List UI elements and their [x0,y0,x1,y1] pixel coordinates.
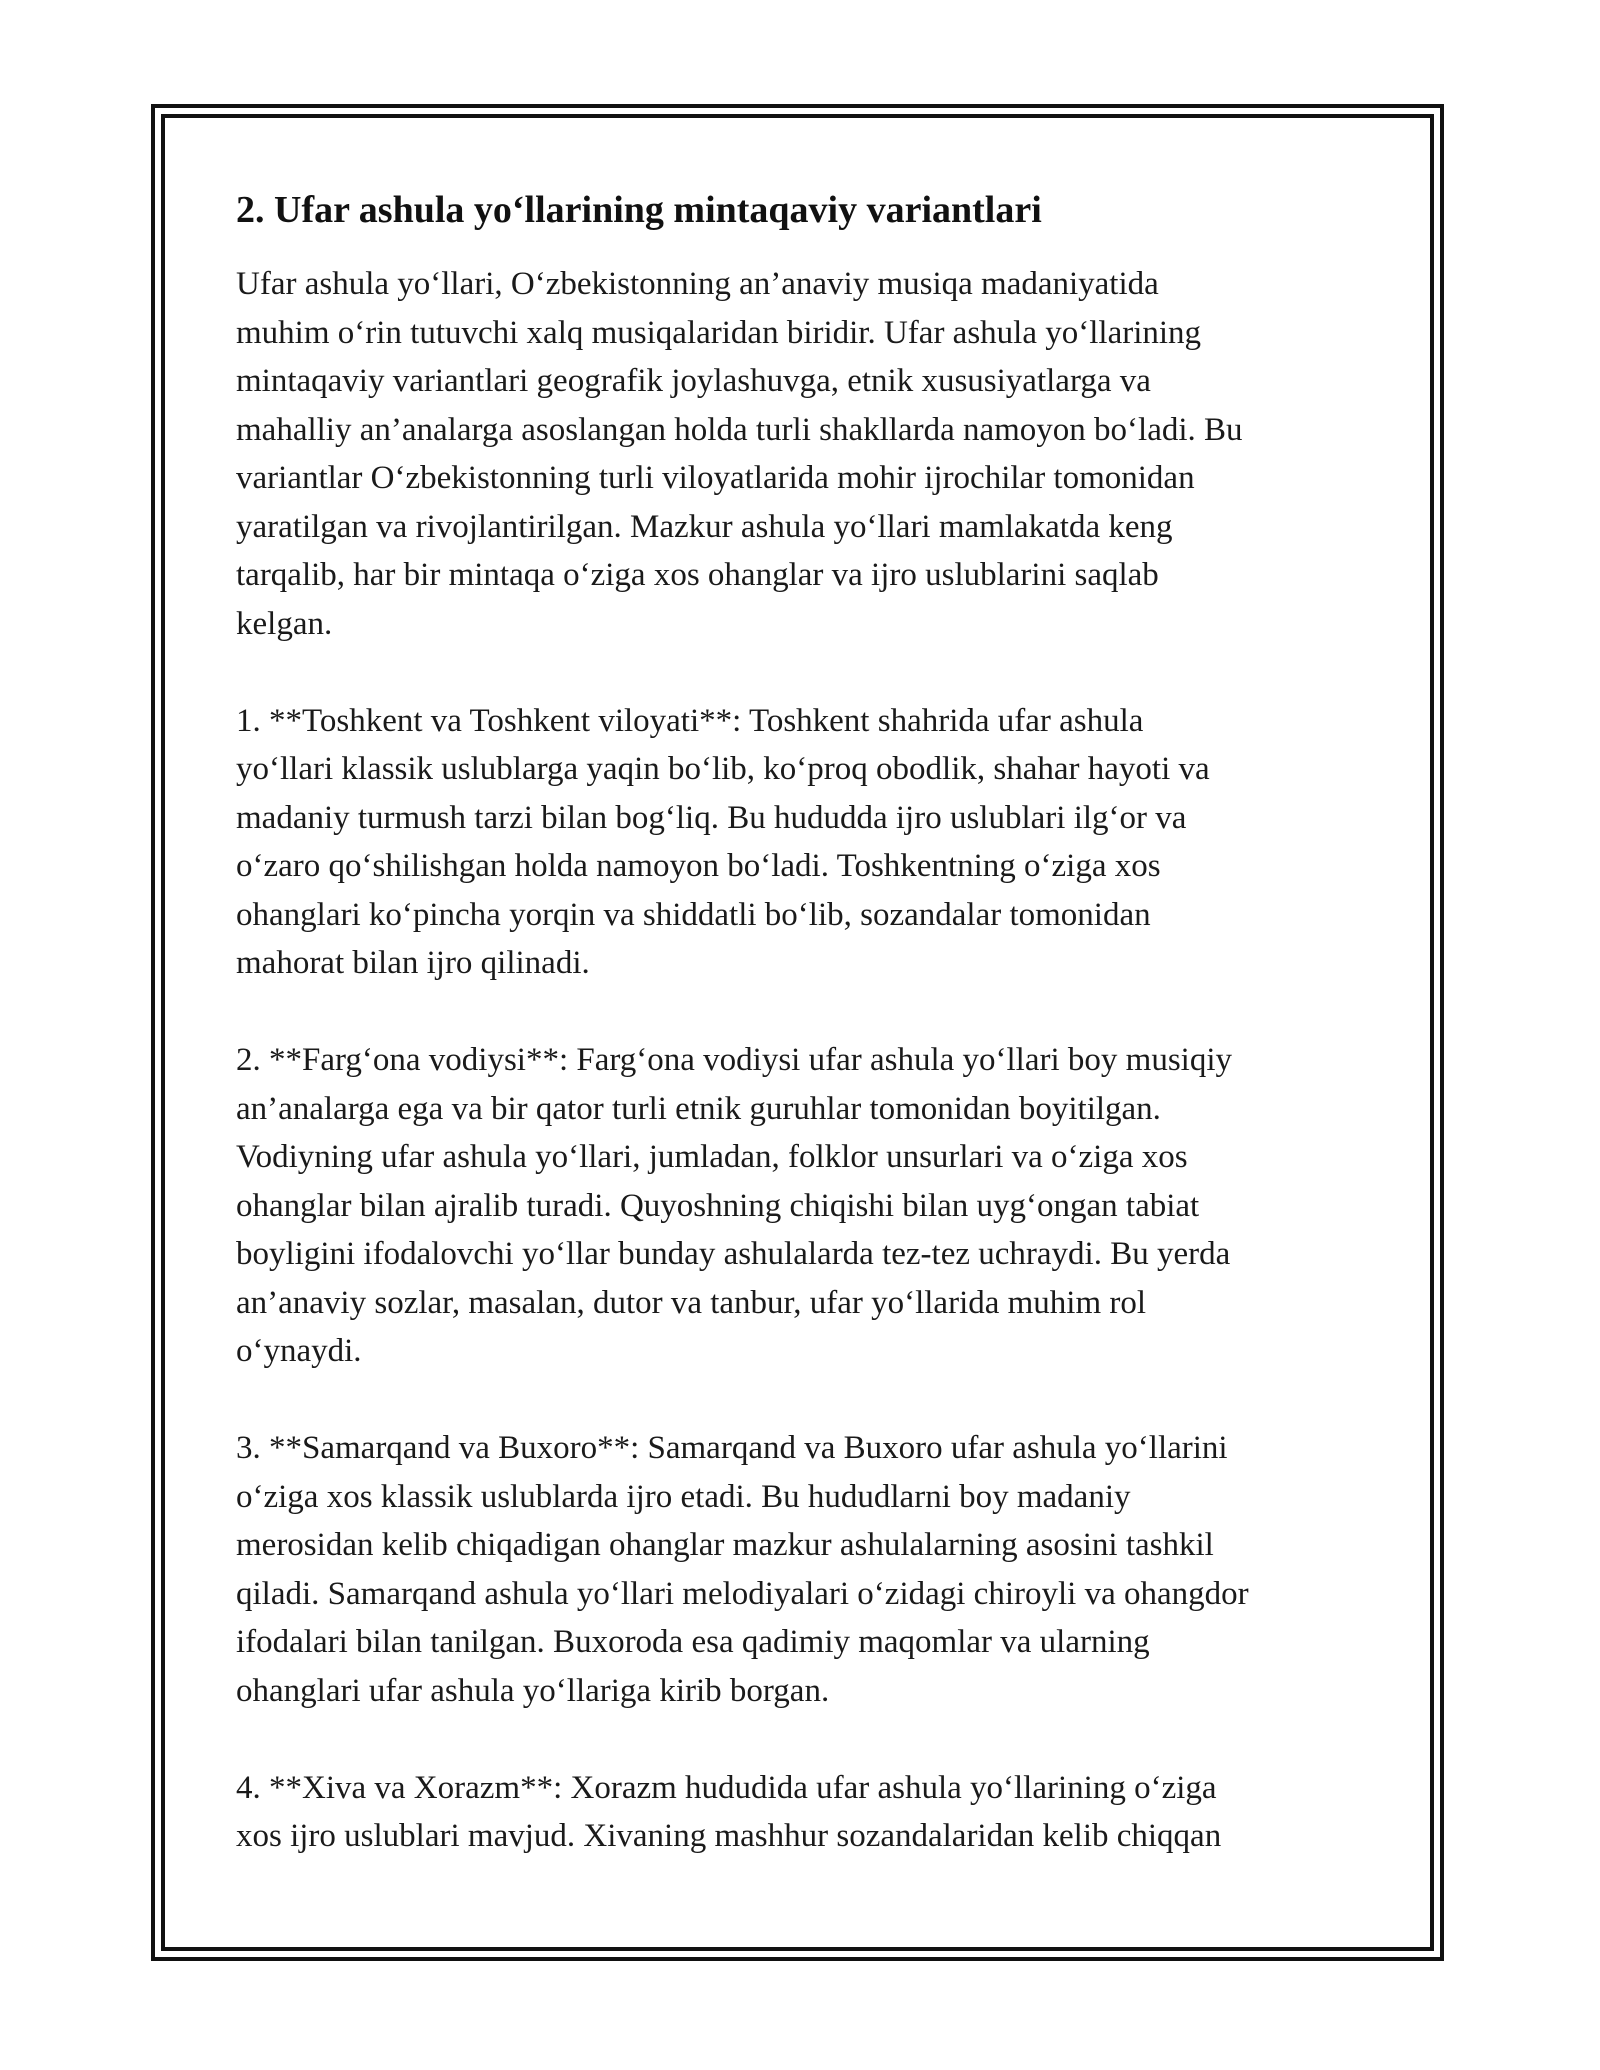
paragraph-line: muhim o‘rin tutuvchi xalq musiqalaridan biridir. Ufar ashula yo‘llarining [236,314,1202,351]
paragraph-fargona [236,1036,1366,1376]
paragraph-line: kelgan. [236,605,333,642]
paragraph-line: merosidan kelib chiqadigan ohanglar mazkur ashulalarning asosini tashkil [236,1527,1214,1563]
paragraph-line: o‘zaro qo‘shilishgan holda namoyon bo‘ladi. Toshkentning o‘ziga xos [236,848,1161,884]
paragraph-line: yo‘llari klassik uslublarga yaqin bo‘lib, ko‘proq obodlik, shahar hayoti va [236,751,1210,787]
paragraph-line: 2. **Farg‘ona vodiysi**: Farg‘ona vodiysi ufar ashula yo‘llari boy musiqiy [236,1042,1232,1078]
paragraph-intro [236,260,1366,648]
paragraph-line: yaratilgan va rivojlantirilgan. Mazkur ashula yo‘llari mamlakatda keng [236,508,1173,545]
paragraph-line: mahalliy an’analarga asoslangan holda turli shakllarda namoyon bo‘ladi. Bu [236,411,1243,448]
paragraph-line: 3. **Samarqand va Buxoro**: Samarqand va Buxoro ufar ashula yo‘llarini [236,1430,1228,1466]
paragraph-line: o‘ziga xos klassik uslublarda ijro etadi. Bu hududlarni boy madaniy [236,1478,1131,1515]
paragraph-line: Vodiyning ufar ashula yo‘llari, jumladan, folklor unsurlari va o‘ziga xos [236,1139,1188,1175]
paragraph-line: o‘ynaydi. [236,1333,362,1369]
paragraph-line: 4. **Xiva va Xorazm**: Xorazm hududida ufar ashula yo‘llarining o‘ziga [236,1769,1217,1806]
paragraph-line: madaniy turmush tarzi bilan bog‘liq. Bu hududda ijro uslublari ilg‘or va [236,799,1187,836]
paragraph-line: tarqalib, har bir mintaqa o‘ziga xos ohanglar va ijro uslublarini saqlab [236,557,1159,593]
paragraph-line: mintaqaviy variantlari geografik joylashuvga, etnik xususiyatlarga va [236,363,1151,399]
paragraph-line: an’analarga ega va bir qator turli etnik guruhlar tomonidan boyitilgan. [236,1090,1161,1127]
paragraph-line: ohanglari ufar ashula yo‘llariga kirib borgan. [236,1672,830,1709]
paragraph-line: mahorat bilan ijro qilinadi. [236,945,590,981]
document-body [236,186,1366,1909]
paragraph-line: ohanglar bilan ajralib turadi. Quyoshning chiqishi bilan uyg‘ongan tabiat [236,1187,1200,1224]
paragraph-line: ohanglari ko‘pincha yorqin va shiddatli bo‘lib, sozandalar tomonidan [236,896,1151,933]
paragraph-line: ifodalari bilan tanilgan. Buxoroda esa qadimiy maqomlar va ularning [236,1624,1150,1660]
paragraph-line: boyligini ifodalovchi yo‘llar bunday ashulalarda tez-tez uchraydi. Bu yerda [236,1236,1231,1272]
paragraph-line: 1. **Toshkent va Toshkent viloyati**: Toshkent shahrida ufar ashula [236,702,1144,739]
paragraph-line: Ufar ashula yo‘llari, O‘zbekistonning an’anaviy musiqa madaniyatida [236,266,1159,302]
paragraph-toshkent [236,697,1366,988]
paragraph-samarqand-buxoro [236,1424,1366,1715]
paragraph-line: xos ijro uslublari mavjud. Xivaning mashhur sozandalaridan kelib chiqqan [236,1818,1222,1854]
section-heading: 2. Ufar ashula yo‘llarining mintaqaviy variantlari [236,189,1042,231]
paragraph-line: qiladi. Samarqand ashula yo‘llari melodiyalari o‘zidagi chiroyli va ohangdor [236,1575,1249,1612]
paragraph-line: an’anaviy sozlar, masalan, dutor va tanbur, ufar yo‘llarida muhim rol [236,1284,1147,1321]
paragraph-xiva-xorazm [236,1764,1366,1861]
paragraph-line: variantlar O‘zbekistonning turli viloyatlarida mohir ijrochilar tomonidan [236,460,1195,496]
